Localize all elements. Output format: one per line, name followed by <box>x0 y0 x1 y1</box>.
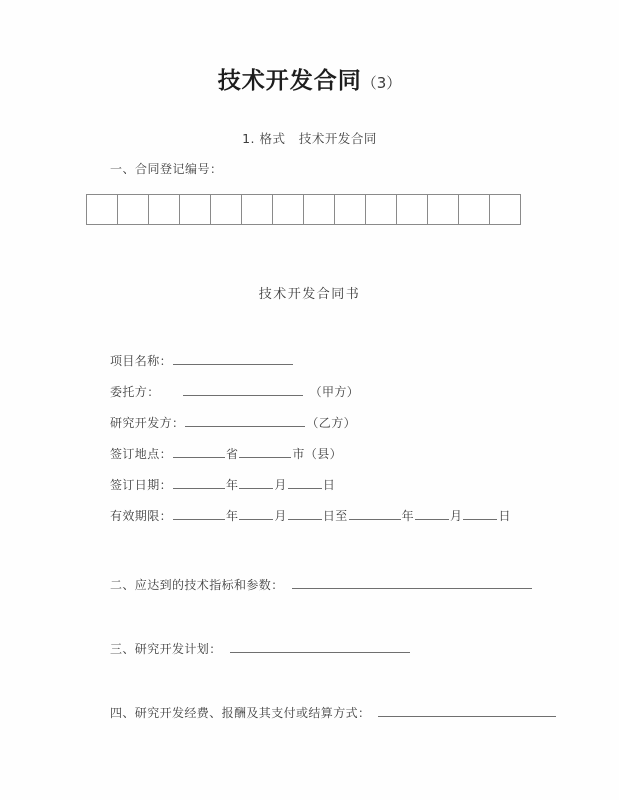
field-blank-year[interactable] <box>173 476 225 489</box>
field-blank-month[interactable] <box>239 476 273 489</box>
field-row-valid-period <box>110 507 570 538</box>
section-one-heading: 一、合同登记编号： <box>110 162 223 176</box>
field-row-project-name <box>110 352 570 383</box>
registration-cell[interactable] <box>211 195 242 225</box>
field-blank-day[interactable] <box>288 476 322 489</box>
field-label-signing-date: 签订日期： <box>110 478 173 492</box>
registration-cell[interactable] <box>87 195 118 225</box>
field-unit-end-month: 月 <box>450 509 463 523</box>
field-row-developer <box>110 414 570 445</box>
registration-cell[interactable] <box>242 195 273 225</box>
section-two-blank[interactable] <box>292 578 532 589</box>
field-row-signing-date <box>110 476 570 507</box>
page-title-suffix: （3） <box>361 74 402 92</box>
field-label-developer: 研究开发方： <box>110 416 185 430</box>
field-row-client <box>110 383 570 414</box>
field-suffix-client: （甲方） <box>309 385 360 399</box>
field-unit-city: 市 <box>292 447 305 461</box>
field-blank-start-day[interactable] <box>288 507 322 520</box>
field-label-valid-period: 有效期限： <box>110 509 173 523</box>
field-unit-start-month: 月 <box>274 509 287 523</box>
contract-form-fields <box>110 352 570 538</box>
registration-cell[interactable] <box>273 195 304 225</box>
registration-cell[interactable] <box>335 195 366 225</box>
registration-cell[interactable] <box>118 195 149 225</box>
registration-cell[interactable] <box>304 195 335 225</box>
field-blank-end-year[interactable] <box>349 507 401 520</box>
field-blank-start-month[interactable] <box>239 507 273 520</box>
field-blank-province[interactable] <box>173 445 225 458</box>
page-title-main: 技术开发合同 <box>217 68 362 94</box>
registration-cell[interactable] <box>490 195 521 225</box>
field-blank-city[interactable] <box>239 445 291 458</box>
field-blank-end-day[interactable] <box>463 507 497 520</box>
section-three-blank[interactable] <box>230 642 410 653</box>
registration-cell[interactable] <box>366 195 397 225</box>
field-label-signing-place: 签订地点： <box>110 447 173 461</box>
registration-cell[interactable] <box>397 195 428 225</box>
contract-book-title: 技术开发合同书 <box>258 287 361 302</box>
registration-cell[interactable] <box>180 195 211 225</box>
registration-cell[interactable] <box>459 195 490 225</box>
field-unit-start-year: 年 <box>226 509 239 523</box>
field-unit-day: 日 <box>322 478 336 492</box>
field-suffix-county: （县） <box>304 447 343 461</box>
field-unit-start-day: 日至 <box>322 509 348 523</box>
section-four-blank[interactable] <box>378 706 556 717</box>
field-unit-end-day: 日 <box>498 509 511 523</box>
section-four-label: 四、研究开发经费、报酬及其支付或结算方式： <box>110 706 371 720</box>
field-suffix-developer: （乙方） <box>306 416 357 430</box>
section-four <box>110 704 556 721</box>
field-blank-client[interactable] <box>183 383 303 396</box>
registration-cell[interactable] <box>428 195 459 225</box>
registration-cell[interactable] <box>149 195 180 225</box>
field-unit-province: 省 <box>226 447 239 461</box>
registration-number-grid <box>86 194 521 225</box>
section-two <box>110 576 532 593</box>
page-title <box>0 62 619 95</box>
field-unit-month: 月 <box>274 478 287 492</box>
field-label-client: 委托方： <box>110 385 160 399</box>
section-three-label: 三、研究开发计划： <box>110 642 222 656</box>
field-blank-end-month[interactable] <box>415 507 449 520</box>
field-blank-start-year[interactable] <box>173 507 225 520</box>
field-row-signing-place <box>110 445 570 476</box>
section-two-label: 二、应达到的技术指标和参数： <box>110 578 284 592</box>
field-label-project-name: 项目名称： <box>110 354 173 368</box>
page-subtitle: 1. 格式 技术开发合同 <box>242 131 377 146</box>
field-unit-end-year: 年 <box>401 509 415 523</box>
field-blank-developer[interactable] <box>185 414 305 427</box>
field-unit-year: 年 <box>226 478 239 492</box>
field-blank-project-name[interactable] <box>173 352 293 365</box>
section-three <box>110 640 410 657</box>
